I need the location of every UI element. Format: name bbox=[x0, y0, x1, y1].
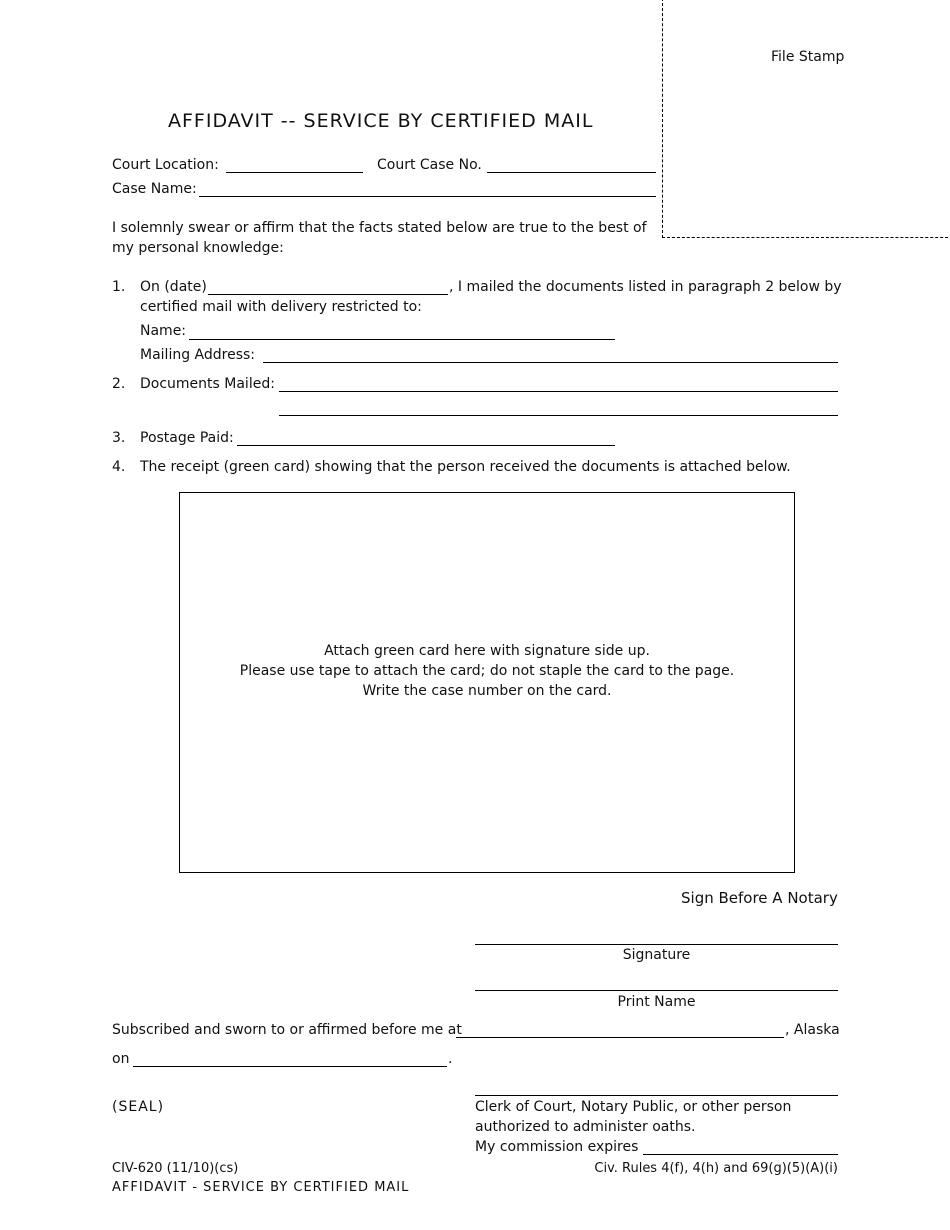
restricted-text: certified mail with delivery restricted to: bbox=[140, 299, 422, 315]
court-location-field[interactable] bbox=[226, 172, 363, 173]
green-card-line-2: Please use tape to attach the card; do not staple the card to the page. bbox=[239, 663, 735, 679]
civil-rules: Civ. Rules 4(f), 4(h) and 69(g)(5)(A)(i) bbox=[594, 1161, 838, 1176]
sign-before-notary: Sign Before A Notary bbox=[681, 889, 838, 907]
documents-mailed-label: Documents Mailed: bbox=[140, 376, 275, 392]
court-location-label: Court Location: bbox=[112, 157, 219, 173]
green-card-instructions bbox=[180, 641, 794, 701]
seal-label: (SEAL) bbox=[112, 1099, 165, 1115]
commission-expires-label: My commission expires bbox=[475, 1139, 639, 1155]
green-card-attach-area bbox=[179, 492, 795, 873]
mailing-address-field[interactable] bbox=[263, 362, 838, 363]
item-1-number: 1. bbox=[112, 279, 126, 295]
documents-mailed-field-2[interactable] bbox=[279, 415, 838, 416]
mail-date-field[interactable] bbox=[208, 294, 448, 295]
file-stamp-label: File Stamp bbox=[771, 49, 845, 65]
receipt-text: The receipt (green card) showing that the person received the documents is attached below. bbox=[140, 459, 791, 475]
court-case-no-field[interactable] bbox=[487, 172, 656, 173]
print-name-field[interactable] bbox=[475, 990, 838, 991]
alaska-text: , Alaska bbox=[785, 1022, 840, 1038]
intro-line-1: I solemnly swear or affirm that the facts stated below are true to the best of bbox=[112, 220, 647, 236]
period-text: . bbox=[448, 1051, 453, 1067]
name-field[interactable] bbox=[189, 339, 615, 340]
sworn-location-field[interactable] bbox=[456, 1037, 784, 1038]
mailing-address-label: Mailing Address: bbox=[140, 347, 256, 363]
form-number: CIV-620 (11/10)(cs) bbox=[112, 1161, 239, 1176]
page-title: AFFIDAVIT -- SERVICE BY CERTIFIED MAIL bbox=[168, 110, 594, 132]
green-card-line-1: Attach green card here with signature side up. bbox=[324, 643, 650, 659]
file-stamp-box bbox=[662, 0, 950, 238]
sworn-date-field[interactable] bbox=[133, 1066, 447, 1067]
case-name-label: Case Name: bbox=[112, 181, 197, 197]
green-card-line-3: Write the case number on the card. bbox=[362, 683, 612, 699]
clerk-signature-field[interactable] bbox=[475, 1095, 838, 1096]
name-label: Name: bbox=[140, 323, 187, 339]
on-date-label: On (date) bbox=[140, 279, 207, 295]
clerk-line-1: Clerk of Court, Notary Public, or other person bbox=[475, 1099, 792, 1115]
item-4-number: 4. bbox=[112, 459, 126, 475]
subscribed-text: Subscribed and sworn to or affirmed before me at bbox=[112, 1022, 462, 1038]
case-name-field[interactable] bbox=[199, 196, 656, 197]
commission-expires-field[interactable] bbox=[643, 1154, 838, 1155]
clerk-line-2: authorized to administer oaths. bbox=[475, 1119, 696, 1135]
documents-mailed-field-1[interactable] bbox=[279, 391, 838, 392]
postage-paid-label: Postage Paid: bbox=[140, 430, 234, 446]
item-2-number: 2. bbox=[112, 376, 126, 392]
item-3-number: 3. bbox=[112, 430, 126, 446]
postage-paid-field[interactable] bbox=[237, 445, 615, 446]
form-title-footer: AFFIDAVIT - SERVICE BY CERTIFIED MAIL bbox=[112, 1180, 410, 1195]
intro-line-2: my personal knowledge: bbox=[112, 240, 284, 256]
signature-label: Signature bbox=[622, 947, 691, 963]
court-case-no-label: Court Case No. bbox=[377, 157, 482, 173]
on-label: on bbox=[112, 1051, 130, 1067]
mailed-text: , I mailed the documents listed in paragraph 2 below by bbox=[449, 279, 842, 295]
print-name-label: Print Name bbox=[617, 994, 696, 1010]
